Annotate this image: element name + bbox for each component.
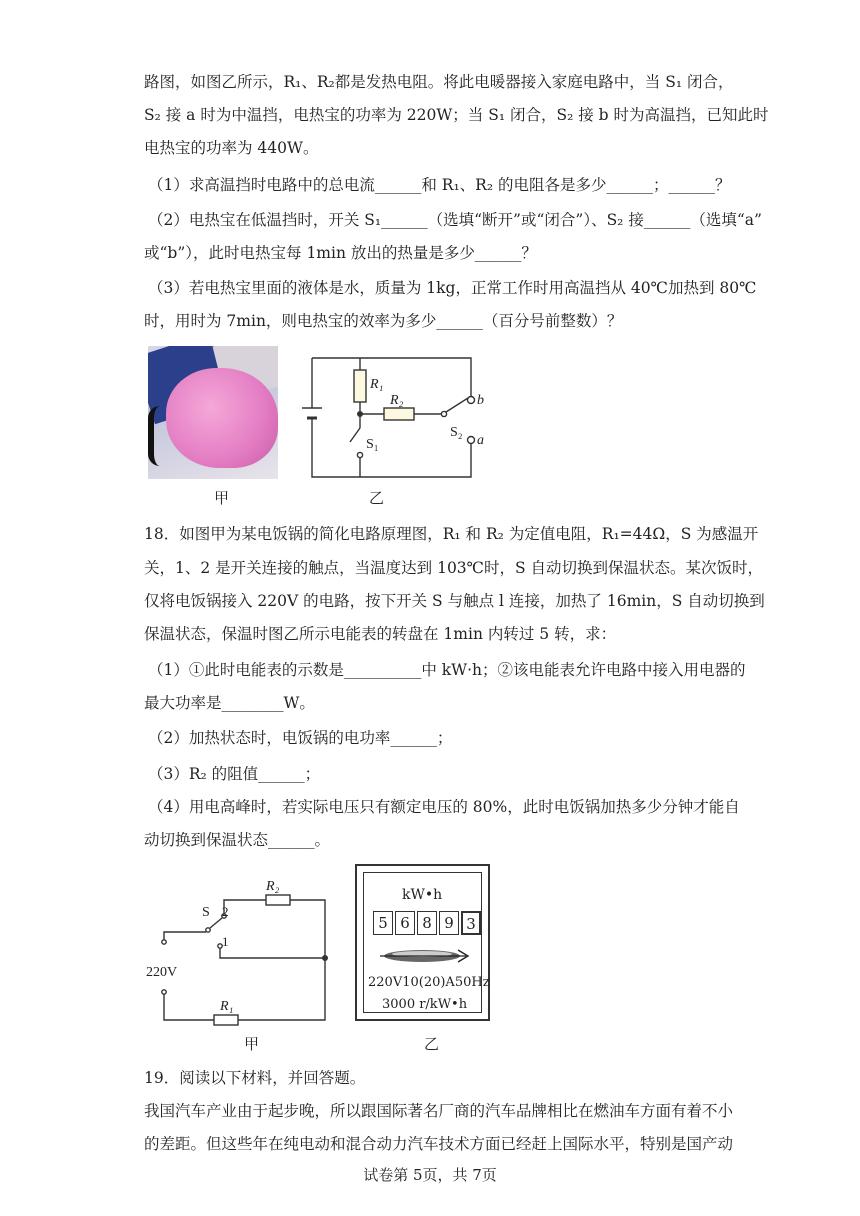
meter-disc-arrow (378, 945, 472, 967)
figure-caption: 甲 (244, 1035, 260, 1053)
a-label: a (477, 433, 484, 448)
text-line: 动切换到保温状态______。 (144, 831, 331, 849)
text-line: （1）求高温挡时电路中的总电流______和 R₁、R₂ 的电阻各是多少______；______？ (148, 176, 731, 194)
r1-label: R₁ (370, 377, 384, 392)
text-line: （3）R₂ 的阻值______； (148, 765, 321, 783)
text-line: 保温状态，保温时图乙所示电能表的转盘在 1min 内转过 5 转，求： (144, 625, 617, 643)
s1-label: S₁ (366, 437, 379, 452)
s-label: S (202, 905, 210, 920)
meter-digit: 5 (373, 911, 393, 935)
heating-pad-photo (148, 346, 278, 479)
circuit-diagram-2 (140, 870, 340, 1030)
meter-digit: 6 (395, 911, 415, 935)
text-line: 19．阅读以下材料，并回答题。 (144, 1069, 366, 1087)
b-label: b (477, 393, 484, 408)
r2-label: R₂ (266, 879, 280, 894)
meter-digit: 8 (417, 911, 437, 935)
text-line: 18．如图甲为某电饭锅的简化电路原理图，R₁ 和 R₂ 为定值电阻，R₁=44Ω，S 为感温开 (144, 525, 759, 543)
figure-caption: 甲 (214, 489, 230, 507)
figure-caption: 乙 (369, 489, 385, 507)
text-line: （4）用电高峰时，若实际电压只有额定电压的 80%，此时电饭锅加热多少分钟才能自 (148, 798, 740, 816)
text-line: 时，用时为 7min，则电热宝的效率为多少______（百分号前整数）？ (144, 312, 623, 330)
text-line: （2）加热状态时，电饭锅的电功率______； (148, 729, 453, 747)
text-line: 关，1、2 是开关连接的触点，当温度达到 103℃时，S 自动切换到保温状态。某次饭时， (144, 559, 764, 577)
meter-constant: 3000 r/kW•h (382, 997, 468, 1012)
text-line: 我国汽车产业由于起步晚，所以跟国际著名厂商的汽车品牌相比在燃油车方面有着不小 (144, 1102, 734, 1120)
figure-caption: 乙 (424, 1035, 440, 1053)
voltage-label: 220V (146, 965, 178, 980)
text-line: 的差距。但这些年在纯电动和混合动力汽车技术方面已经赶上国际水平，特别是国产动 (144, 1135, 734, 1153)
energy-meter (355, 864, 490, 1021)
circuit-diagram-1 (296, 344, 496, 484)
contact-2-label: 2 (222, 904, 229, 919)
text-line: （1）①此时电能表的示数是__________中 kW·h；②该电能表允许电路中接入用电器的 (148, 661, 746, 679)
meter-unit: kW•h (402, 887, 443, 903)
text-line: 电热宝的功率为 440W。 (144, 139, 319, 157)
meter-rating: 220V10(20)A50Hz (368, 975, 490, 990)
r1-label: R₁ (220, 999, 234, 1014)
contact-1-label: 1 (222, 934, 229, 949)
text-line: 最大功率是________W。 (144, 694, 315, 712)
s2-label: S₂ (450, 425, 463, 440)
text-line: 路图，如图乙所示，R₁、R₂都是发热电阻。将此电暖器接入家庭电路中，当 S₁ 闭合， (144, 73, 734, 91)
text-line: S₂ 接 a 时为中温挡，电热宝的功率为 220W；当 S₁ 闭合，S₂ 接 b 时为高温挡，已知此时 (144, 106, 769, 124)
page-footer: 试卷第 5页，共 7页 (363, 1166, 497, 1184)
r2-label: R₂ (390, 393, 404, 408)
text-line: 或“b”），此时电热宝每 1min 放出的热量是多少______？ (144, 244, 537, 262)
text-line: （3）若电热宝里面的液体是水，质量为 1kg，正常工作时用高温挡从 40℃加热到 80℃ (148, 279, 757, 297)
meter-digit: 9 (439, 911, 459, 935)
text-line: （2）电热宝在低温挡时，开关 S₁______（选填“断开”或“闭合”）、S₂ 接______（选填“a” (148, 211, 762, 229)
meter-digit-decimal: 3 (461, 911, 481, 935)
text-line: 仅将电饭锅接入 220V 的电路，按下开关 S 与触点 l 连接，加热了 16min，S 自动切换到 (144, 592, 765, 610)
